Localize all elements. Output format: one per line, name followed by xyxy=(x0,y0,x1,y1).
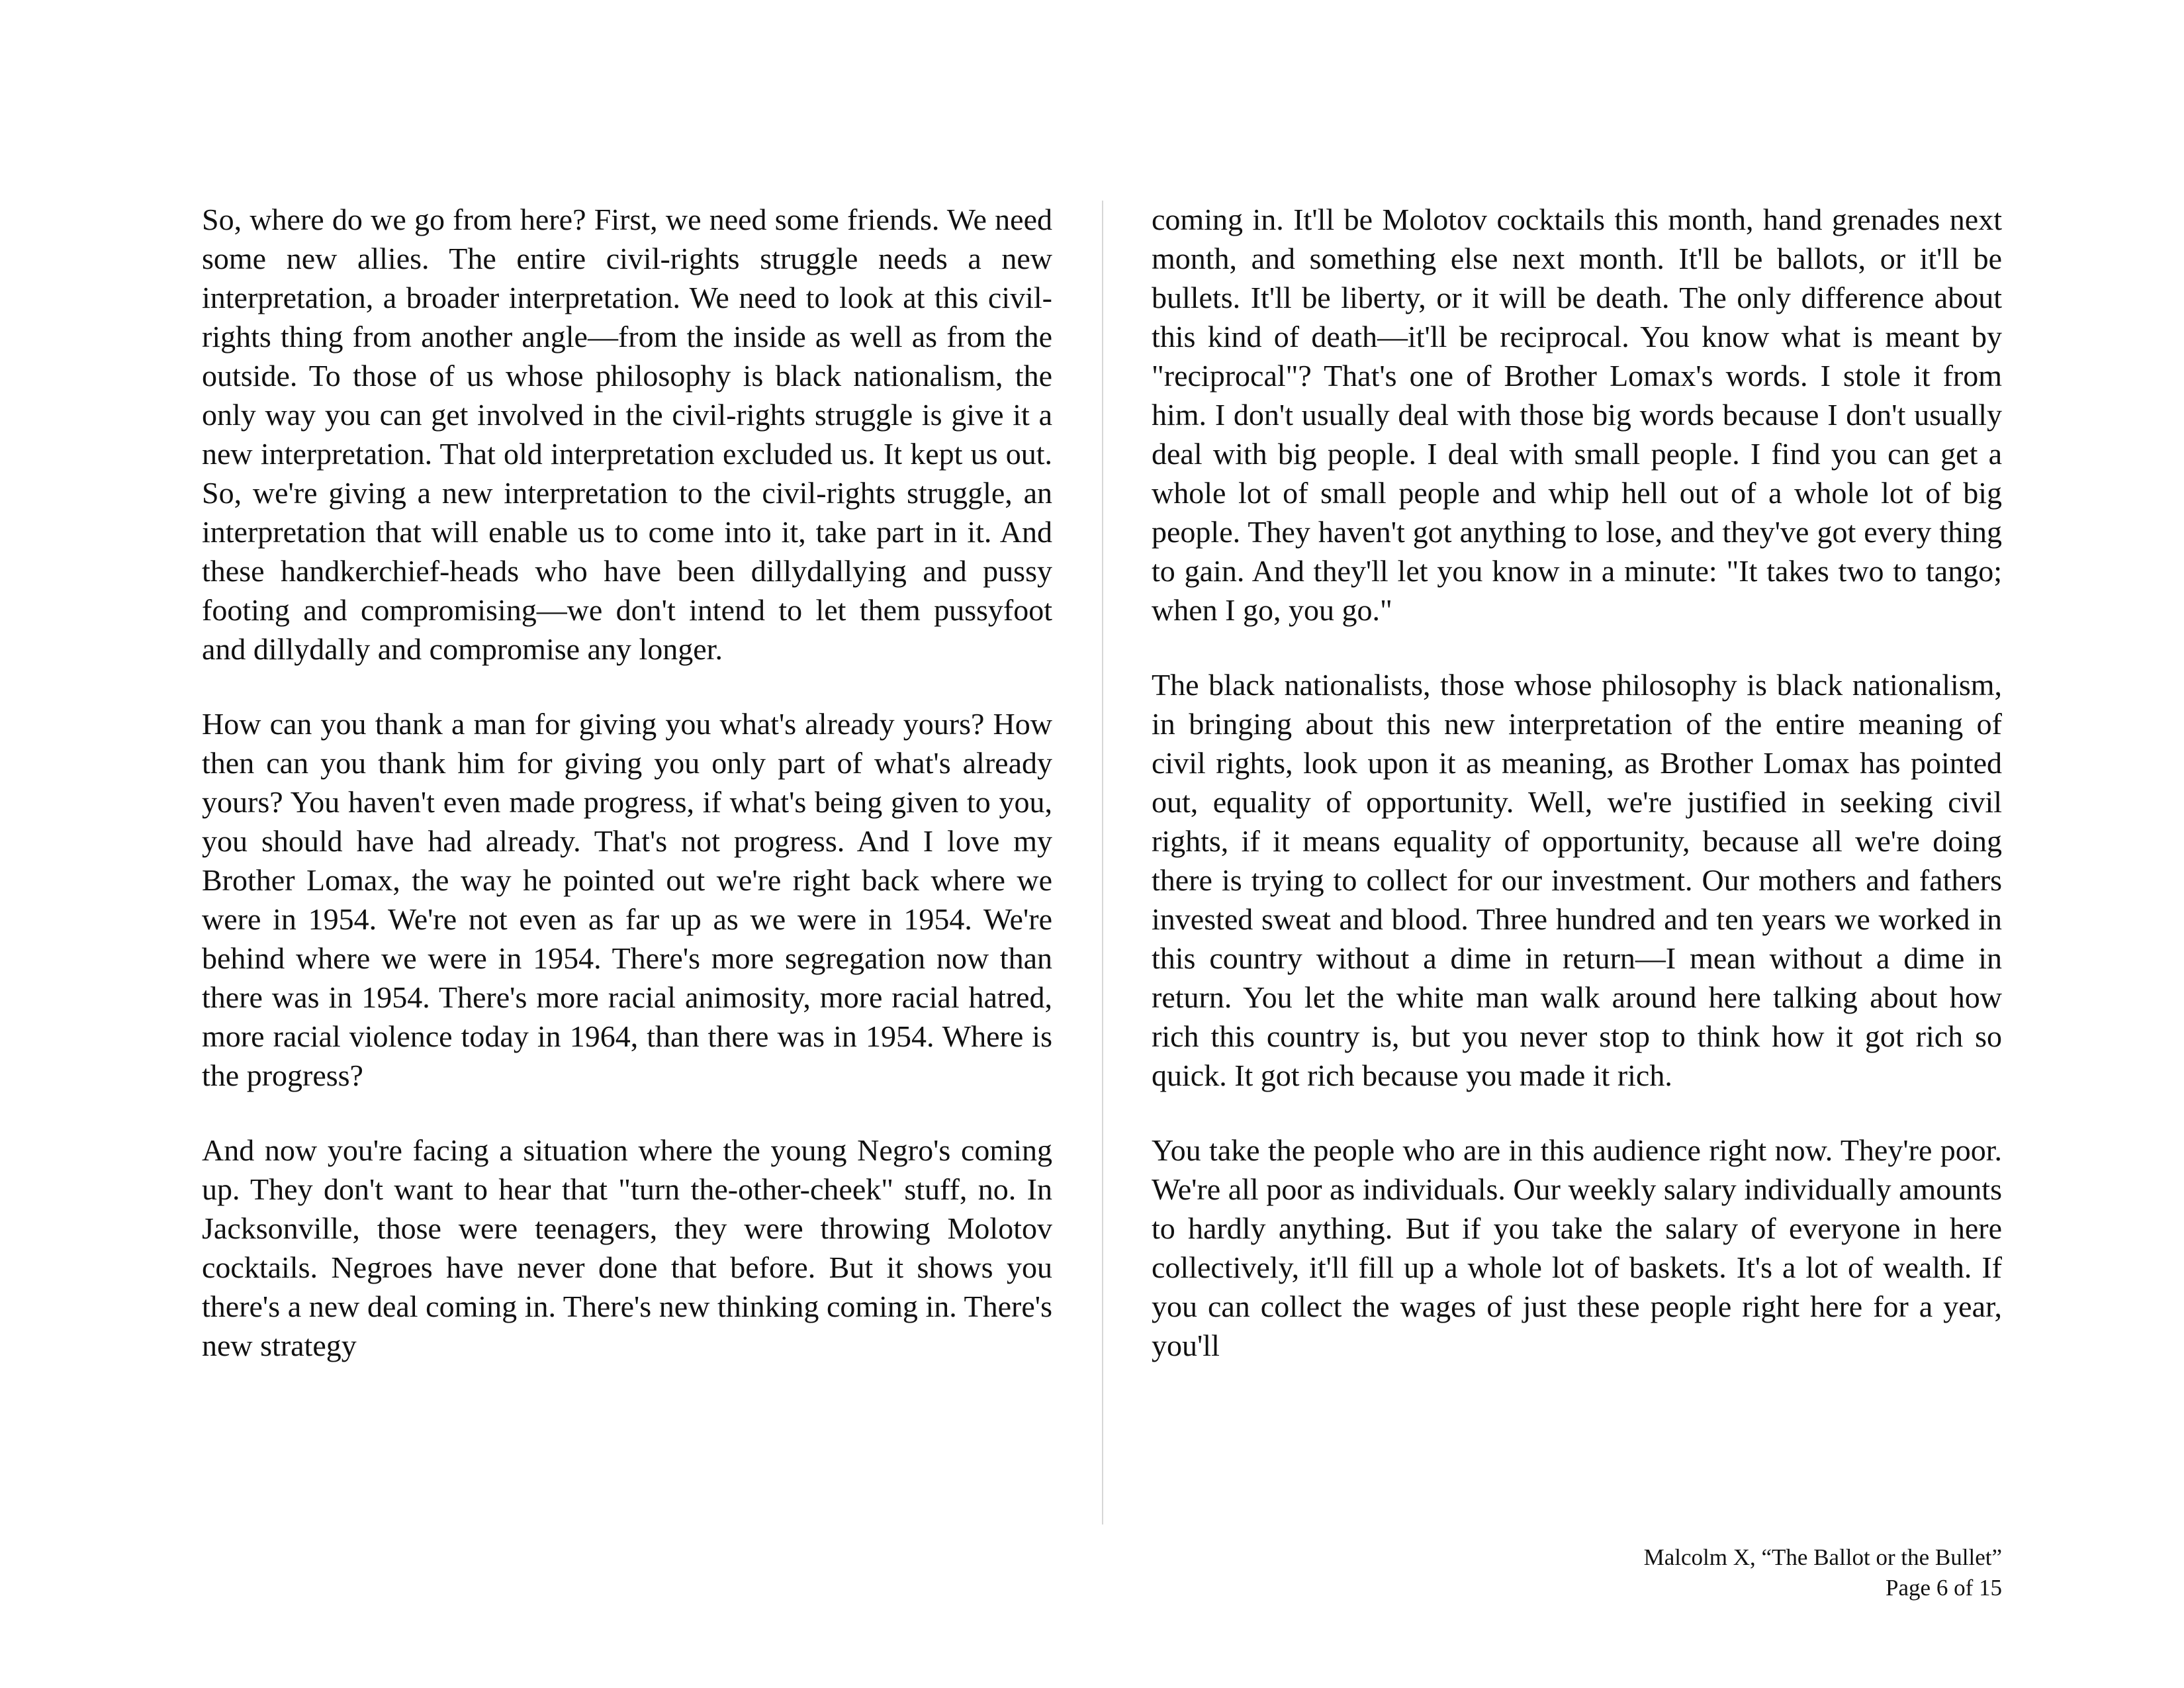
paragraph: The black nationalists, those whose philosophy is black nationalism, in bringing about this new interpretation of the entire meaning of civil rights, look upon it as meaning, as Brother Lomax has pointed out, equality of opportunity. Well, we're justified in seeking civil rights, if it means equality of opportunity, because all we're doing there is trying to collect for our investment. Our mothers and fathers invested sweat and blood. Three hundred and ten years we worked in this country without a dime in return—I mean without a dime in return. You let the white man walk around here talking about how rich this country is, but you never stop to think how it got rich so quick. It got rich because you made it rich. xyxy=(1152,668,2002,1092)
right-text-column xyxy=(1152,200,2002,1401)
column-divider xyxy=(1102,201,1103,1524)
left-text-column xyxy=(202,200,1052,1401)
paragraph: coming in. It'll be Molotov cocktails this month, hand grenades next month, and something else next month. It'll be ballots, or it'll be bullets. It'll be liberty, or it will be death. The only difference about this kind of death—it'll be reciprocal. You know what is meant by "reciprocal"? That's one of Brother Lomax's words. I stole it from him. I don't usually deal with those big words because I don't usually deal with big people. I deal with small people. I find you can get a whole lot of small people and whip hell out of a whole lot of big people. They haven't got anything to lose, and they've got every thing to gain. And they'll let you know in a minute: "It takes two to tango; when I go, you go." xyxy=(1152,203,2002,627)
paragraph: So, where do we go from here? First, we need some friends. We need some new allies. The entire civil-rights struggle needs a new interpretation, a broader interpretation. We need to look at this civil-rights thing from another angle—from the inside as well as from the outside. To those of us whose philosophy is black nationalism, the only way you can get involved in the civil-rights struggle is give it a new interpretation. That old interpretation excluded us. It kept us out. So, we're giving a new interpretation to the civil-rights struggle, an interpretation that will enable us to come into it, take part in it. And these handkerchief-heads who have been dillydallying and pussy footing and compromising—we don't intend to let them pussyfoot and dillydally and compromise any longer. xyxy=(202,203,1052,666)
footer-source: Malcolm X, “The Ballot or the Bullet” xyxy=(1643,1544,2002,1570)
paragraph: You take the people who are in this audience right now. They're poor. We're all poor as individuals. Our weekly salary individually amounts to hardly anything. But if you take the salary of everyone in here collectively, it'll fill up a whole lot of baskets. It's a lot of wealth. If you can collect the wages of just these people right here for a year, you'll xyxy=(1152,1133,2002,1362)
page-number: Page 6 of 15 xyxy=(1886,1575,2002,1601)
paragraph: How can you thank a man for giving you what's already yours? How then can you thank him for giving you only part of what's already yours? You haven't even made progress, if what's being given to you, you should have had already. That's not progress. And I love my Brother Lomax, the way he pointed out we're right back where we were in 1954. We're not even as far up as we were in 1954. We're behind where we were in 1954. There's more segregation now than there was in 1954. There's more racial animosity, more racial hatred, more racial violence today in 1964, than there was in 1954. Where is the progress? xyxy=(202,707,1052,1092)
page-footer xyxy=(1644,1542,2002,1603)
paragraph: And now you're facing a situation where the young Negro's coming up. They don't want to hear that "turn the-other-cheek" stuff, no. In Jacksonville, those were teenagers, they were throwing Molotov cocktails. Negroes have never done that before. But it shows you there's a new deal coming in. There's new thinking coming in. There's new strategy xyxy=(202,1133,1052,1362)
